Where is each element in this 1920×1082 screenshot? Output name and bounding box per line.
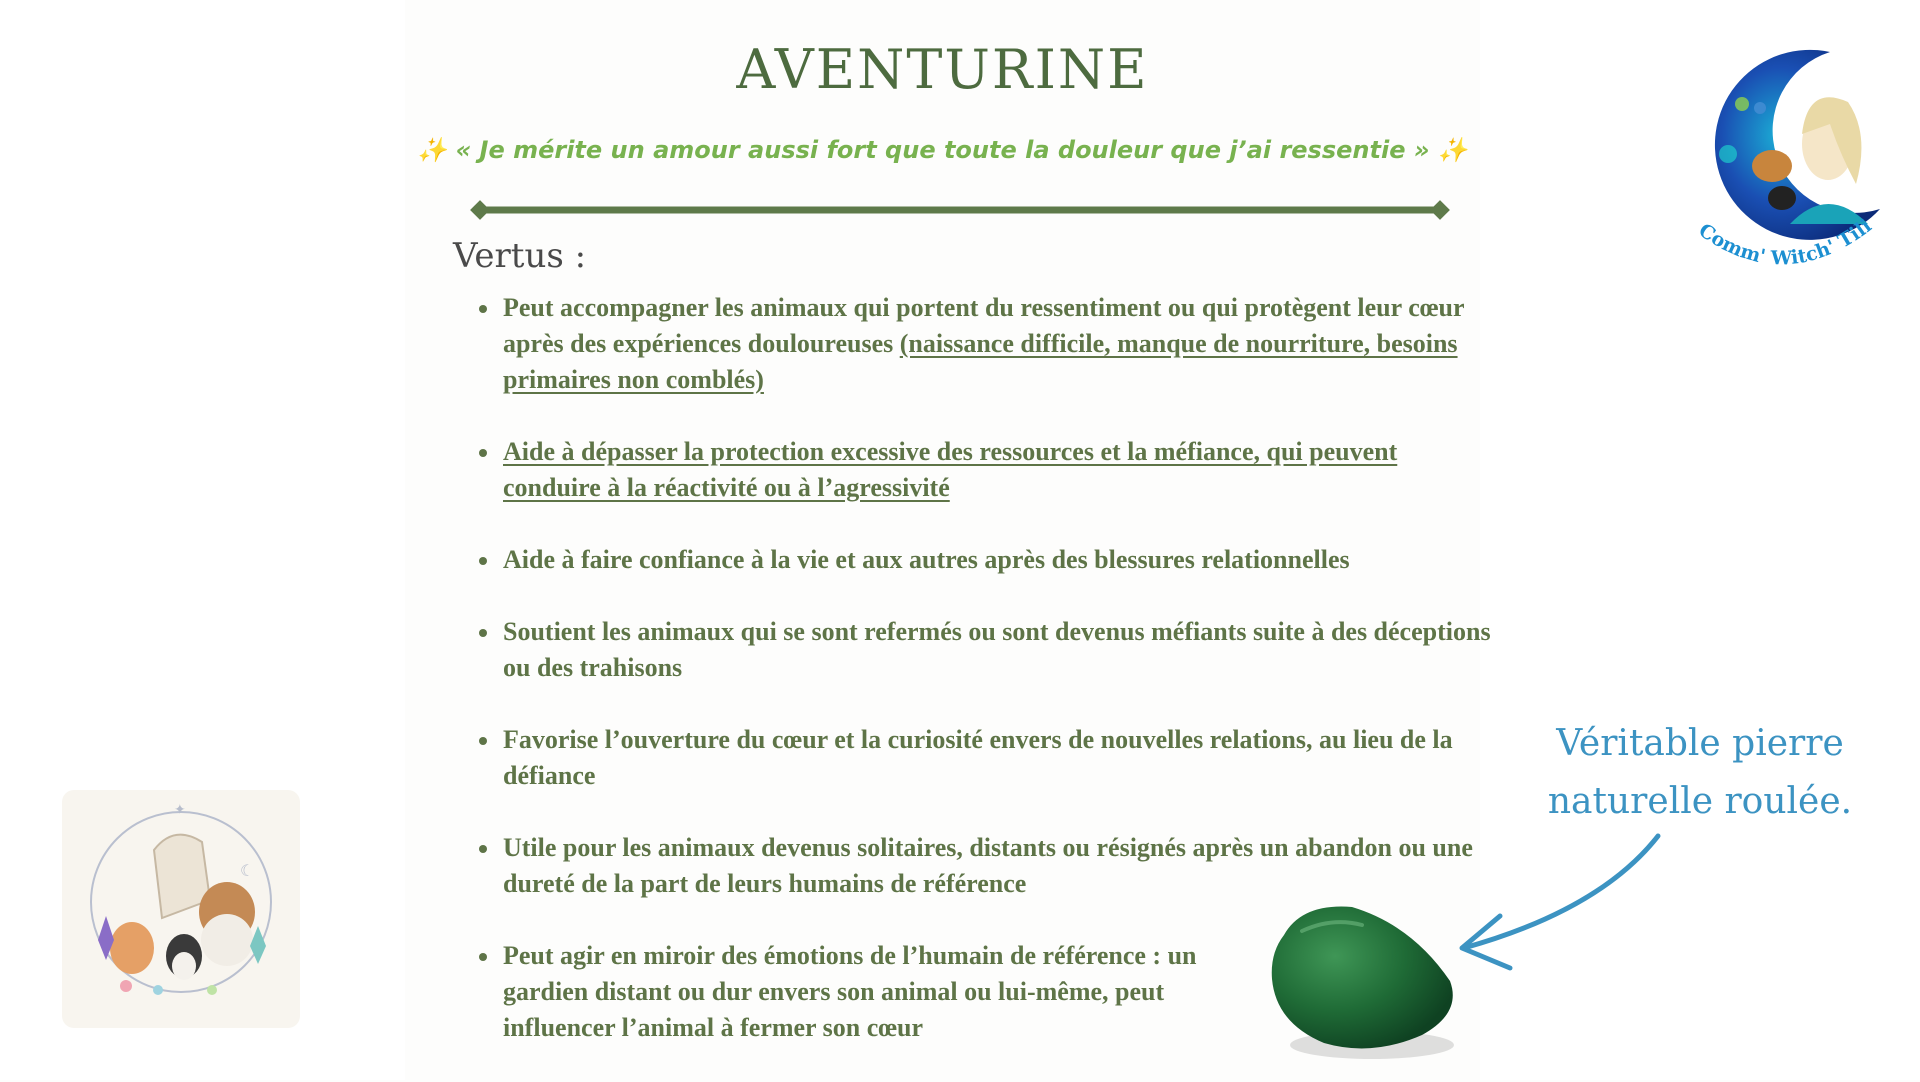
pointer-arrow-icon [1440, 820, 1680, 980]
list-item [501, 542, 1501, 578]
logo-text: Comm' Witch' Tili [1694, 214, 1876, 270]
stone-note: Véritable pierre naturelle roulée. [1547, 723, 1853, 822]
list-item [501, 938, 1263, 1046]
crescent-moon-portrait-logo-icon [1680, 34, 1895, 284]
virtue-text: Aide à faire confiance à la vie et aux autres après des blessures relationnelles [503, 545, 1350, 574]
list-item [501, 830, 1501, 902]
virtue-text: Peut accompagner les animaux qui portent du ressentiment ou qui protègent leur cœur après des expériences douloureuses [503, 293, 1465, 358]
animals-illustration-icon [62, 790, 300, 1028]
aventurine-stone-image [1262, 895, 1472, 1070]
virtues-heading: Vertus : [453, 236, 587, 276]
affirmation-quote: ✨ « Je mérite un amour aussi fort que toute la douleur que j’ai ressentie » ✨ [417, 136, 1468, 164]
list-item [501, 722, 1501, 794]
virtue-text: Soutient les animaux qui se sont refermés ou sont devenus méfiants suite à des déceptions ou des trahisons [503, 617, 1491, 682]
virtue-text: Peut agir en miroir des émotions de l’humain de référence : un gardien distant ou dur envers son animal ou lui-même, peut influencer l’animal à fermer son cœur [503, 941, 1197, 1042]
virtue-text: Utile pour les animaux devenus solitaires, distants ou résignés après un abandon ou une dureté de la part de leurs humains de référence [503, 833, 1473, 898]
divider-line [469, 198, 1451, 222]
virtue-underlined-text: (naissance difficile, manque de nourriture, besoins primaires non comblés) [503, 329, 1458, 394]
animals-illustration-card [62, 790, 300, 1028]
list-item [501, 290, 1501, 398]
list-item [501, 434, 1501, 506]
virtue-text: Favorise l’ouverture du cœur et la curiosité envers de nouvelles relations, au lieu de la défiance [503, 725, 1453, 790]
slide-title: AVENTURINE [736, 38, 1149, 101]
svg-text:☾: ☾ [240, 861, 255, 880]
svg-text:✦: ✦ [174, 802, 186, 818]
list-item [501, 614, 1501, 686]
virtue-underlined-text: Aide à dépasser la protection excessive des ressources et la méfiance, qui peuvent conduire à la réactivité ou à l’agressivité [503, 437, 1398, 502]
